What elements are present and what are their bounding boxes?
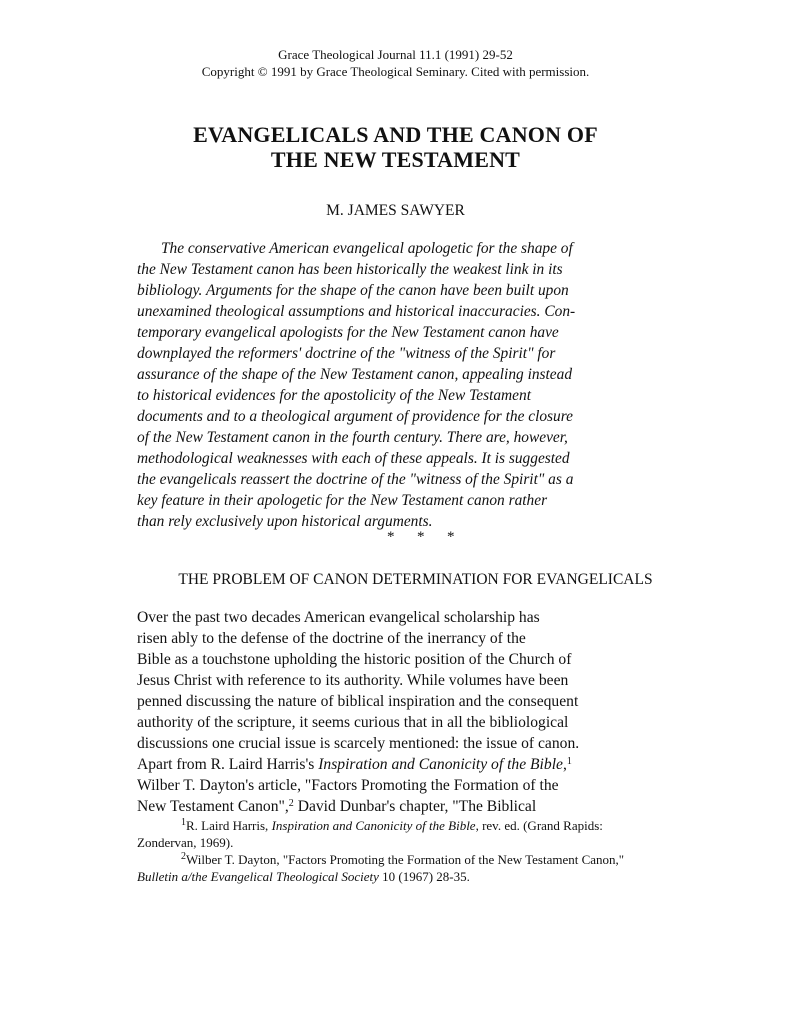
body-line: Jesus Christ with reference to its authority. While volumes have been bbox=[137, 672, 569, 689]
body-line bbox=[137, 754, 667, 775]
abstract-line: documents and to a theological argument of providence for the closure bbox=[137, 408, 573, 425]
abstract-line: The conservative American evangelical apologetic for the shape of bbox=[161, 240, 573, 257]
footnote-ref-1[interactable]: 1 bbox=[566, 756, 572, 767]
footnote-1 bbox=[137, 817, 667, 834]
body-text bbox=[137, 607, 667, 817]
section-divider bbox=[387, 529, 477, 546]
footnote-ref-2[interactable]: 2 bbox=[288, 798, 294, 809]
body-text-run: , bbox=[562, 756, 567, 773]
journal-citation: Grace Theological Journal 11.1 (1991) 29-52 bbox=[278, 47, 513, 62]
footnote-number: 1 bbox=[181, 817, 186, 828]
body-line: risen ably to the defense of the doctrine of the inerrancy of the bbox=[137, 630, 526, 647]
footnote-2-line-2 bbox=[137, 868, 667, 885]
abstract-line: unexamined theological assumptions and historical inaccuracies. Con- bbox=[137, 303, 576, 320]
divider-star: * bbox=[447, 529, 455, 545]
body-line: discussions one crucial issue is scarcely mentioned: the issue of canon. bbox=[137, 735, 580, 752]
abstract-line: key feature in their apologetic for the New Testament canon rather bbox=[137, 492, 548, 509]
abstract-line: bibliology. Arguments for the shape of the canon have been built upon bbox=[137, 282, 569, 299]
abstract-line: the evangelicals reassert the doctrine of the "witness of the Spirit" as a bbox=[137, 471, 574, 488]
footnote-journal-title: Bulletin a/the Evangelical Theological Society bbox=[137, 869, 379, 884]
cited-book-title: Inspiration and Canonicity of the Bible bbox=[318, 756, 563, 773]
abstract-line: methodological weaknesses with each of these appeals. It is suggested bbox=[137, 450, 570, 467]
body-line: penned discussing the nature of biblical inspiration and the consequent bbox=[137, 693, 579, 710]
abstract-line: temporary evangelical apologists for the New Testament canon have bbox=[137, 324, 559, 341]
body-line: Bible as a touchstone upholding the historic position of the Church of bbox=[137, 651, 572, 668]
footnotes bbox=[137, 817, 667, 885]
body-line: authority of the scripture, it seems curious that in all the bibliological bbox=[137, 714, 569, 731]
footnote-text: R. Laird Harris, bbox=[186, 818, 272, 833]
body-text-run: David Dunbar's chapter, "The Biblical bbox=[293, 798, 537, 815]
footnote-1-line-2: Zondervan, 1969). bbox=[137, 835, 234, 850]
section-heading: THE PROBLEM OF CANON DETERMINATION FOR EVANGELICALS bbox=[178, 571, 653, 588]
abstract-line: assurance of the shape of the New Testament canon, appealing instead bbox=[137, 366, 573, 383]
body-line: Over the past two decades American evangelical scholarship has bbox=[137, 609, 540, 626]
article-author: M. JAMES SAWYER bbox=[326, 202, 465, 219]
abstract-line: than rely exclusively upon historical arguments. bbox=[137, 513, 433, 530]
body-line bbox=[137, 796, 667, 817]
footnote-text: 10 (1967) 28-35. bbox=[378, 869, 470, 884]
footnote-number: 2 bbox=[181, 851, 186, 862]
footnote-book-title: Inspiration and Canonicity of the Bible bbox=[271, 818, 476, 833]
abstract-line: of the New Testament canon in the fourth century. There are, however, bbox=[137, 429, 568, 446]
abstract bbox=[137, 238, 637, 532]
footnote-text: Wilber T. Dayton, "Factors Promoting the Formation of the New Testament Canon," bbox=[186, 852, 625, 867]
abstract-line: to historical evidences for the apostolicity of the New Testament bbox=[137, 387, 531, 404]
copyright-line: Copyright © 1991 by Grace Theological Seminary. Cited with permission. bbox=[201, 64, 590, 79]
body-text-run: Apart from R. Laird Harris's bbox=[137, 756, 319, 773]
body-text-run: New Testament Canon", bbox=[137, 798, 289, 815]
abstract-line: downplayed the reformers' doctrine of the "witness of the Spirit" for bbox=[137, 345, 556, 362]
body-line: Wilber T. Dayton's article, "Factors Promoting the Formation of the bbox=[137, 777, 559, 794]
article-title-line-2: THE NEW TESTAMENT bbox=[270, 147, 521, 172]
article-title-line-1: EVANGELICALS AND THE CANON OF bbox=[193, 122, 598, 147]
divider-star: * bbox=[417, 529, 425, 545]
footnote-text: , rev. ed. (Grand Rapids: bbox=[475, 818, 603, 833]
abstract-line: the New Testament canon has been historically the weakest link in its bbox=[137, 261, 563, 278]
footnote-2 bbox=[137, 851, 667, 868]
divider-star: * bbox=[387, 529, 395, 545]
